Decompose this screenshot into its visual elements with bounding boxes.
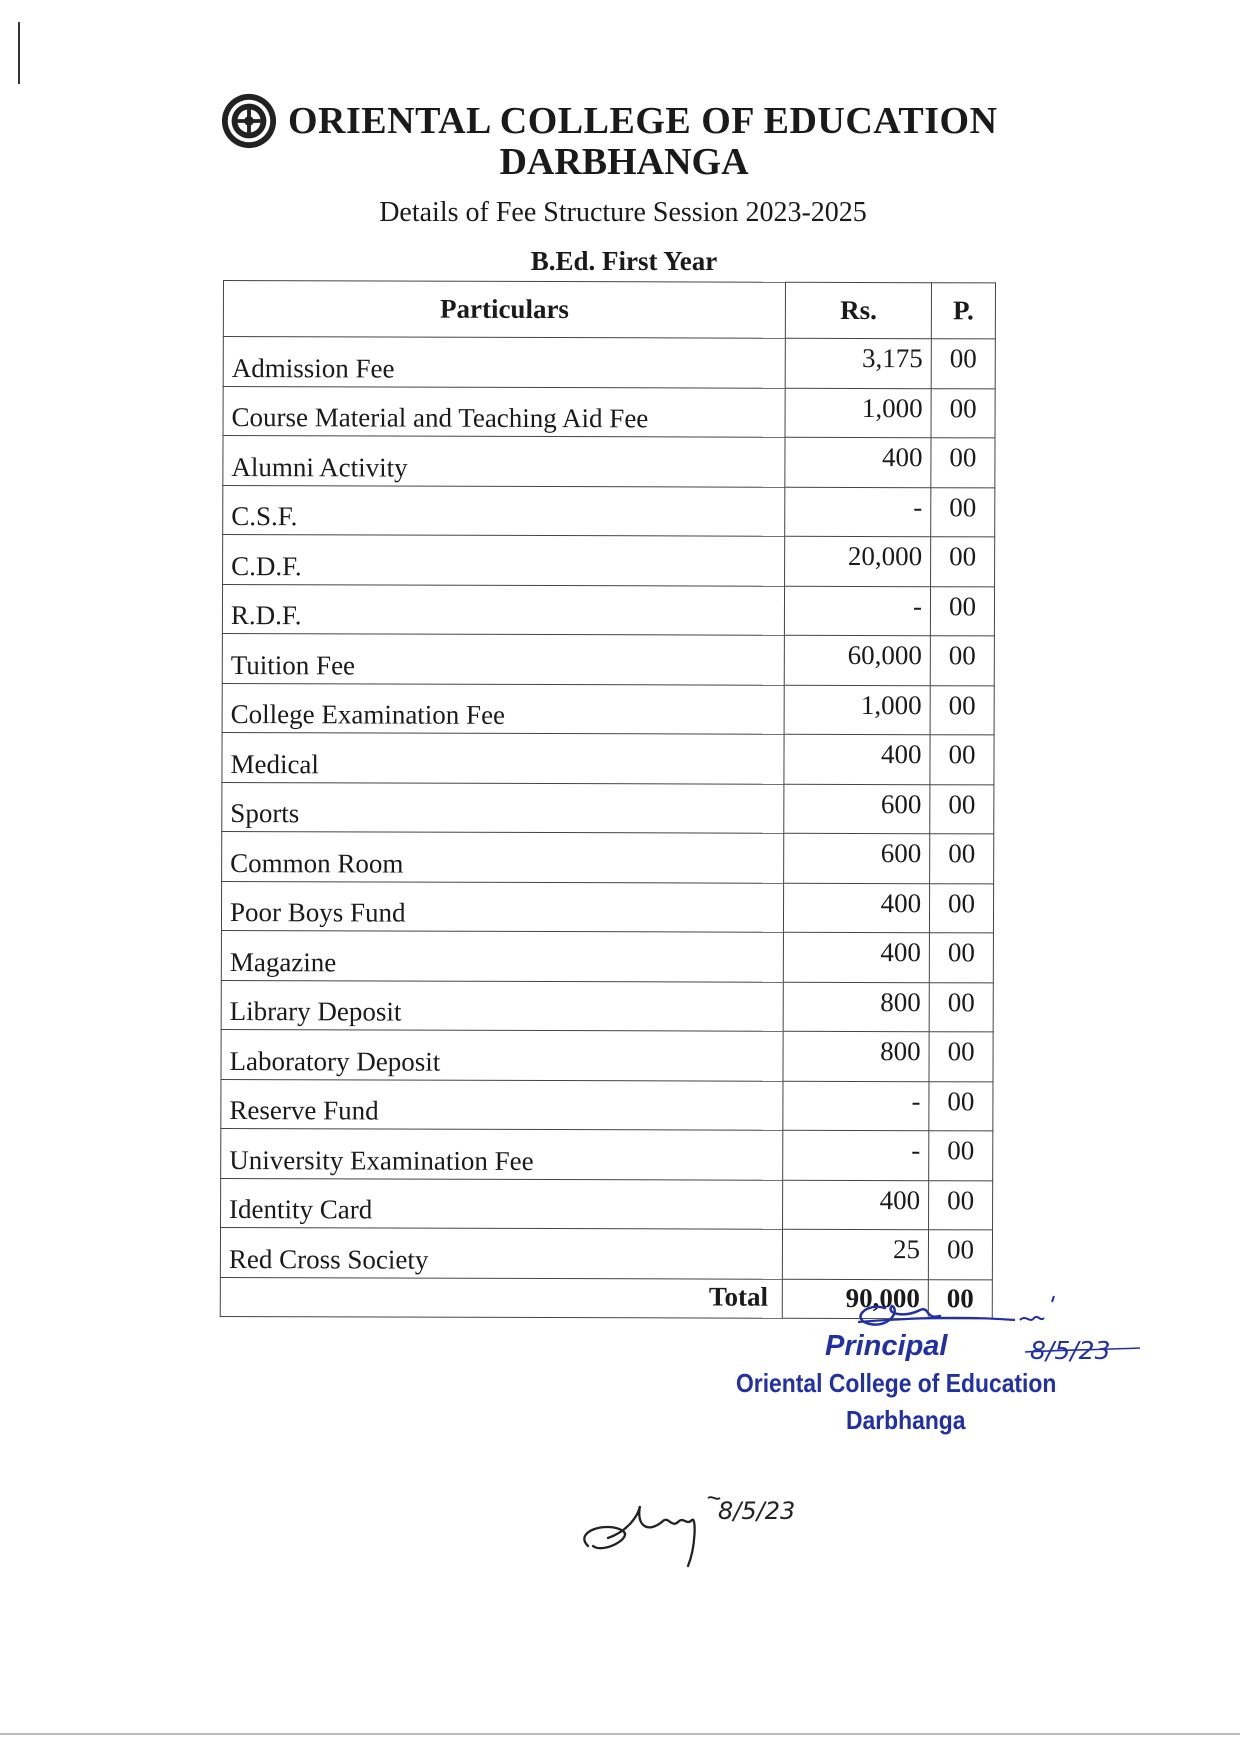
fee-particular: Tuition Fee	[222, 633, 784, 684]
fee-particular: Common Room	[222, 831, 784, 882]
fee-amount-rupees: 3,175	[785, 338, 931, 388]
fee-amount-paise: 00	[929, 933, 993, 983]
table-row	[221, 1178, 993, 1230]
column-header-paise: P.	[931, 283, 995, 339]
fee-amount-paise: 00	[928, 1230, 992, 1280]
fee-amount-paise: 00	[929, 1131, 993, 1181]
fee-amount-paise: 00	[930, 784, 994, 834]
fee-amount-rupees: 400	[784, 883, 930, 933]
fee-amount-paise: 00	[929, 1032, 993, 1082]
fee-amount-paise: 00	[931, 438, 995, 488]
fee-amount-paise: 00	[929, 982, 993, 1032]
table-row	[221, 1128, 993, 1180]
fee-particular: Sports	[222, 782, 784, 833]
table-row	[222, 831, 994, 883]
table-row	[220, 1227, 992, 1279]
fee-amount-rupees: 60,000	[784, 635, 930, 685]
scan-bottom-edge	[0, 1733, 1240, 1735]
fee-amount-rupees: 25	[783, 1229, 929, 1279]
fee-amount-rupees: 20,000	[785, 536, 931, 586]
fee-particular: Course Material and Teaching Aid Fee	[223, 386, 785, 437]
table-row	[222, 782, 994, 834]
fee-amount-rupees: 800	[783, 1031, 929, 1081]
table-row	[221, 1029, 993, 1081]
stamp-organization: Oriental College of Education	[736, 1368, 1057, 1398]
table-row	[222, 633, 994, 685]
fee-amount-rupees: 1,000	[785, 388, 931, 438]
column-header-particulars: Particulars	[223, 281, 785, 339]
fee-amount-paise: 00	[930, 636, 994, 686]
fee-amount-rupees: -	[783, 1130, 929, 1180]
college-name: ORIENTAL COLLEGE OF EDUCATION	[288, 100, 998, 142]
fee-particular: University Examination Fee	[221, 1128, 783, 1179]
table-header-row	[223, 281, 995, 339]
fee-amount-paise: 00	[929, 1180, 993, 1230]
fee-particular: Poor Boys Fund	[221, 881, 783, 932]
fee-particular: C.S.F.	[223, 485, 785, 536]
fee-particular: R.D.F.	[222, 584, 784, 635]
fee-amount-paise: 00	[931, 339, 995, 389]
table-row	[222, 584, 994, 636]
fee-particular: College Examination Fee	[222, 683, 784, 734]
session-title: Details of Fee Structure Session 2023-2025	[379, 197, 867, 228]
college-city: DARBHANGA	[499, 141, 749, 183]
fee-amount-paise: 00	[931, 537, 995, 587]
table-row	[223, 485, 995, 537]
total-label: Total	[220, 1277, 782, 1318]
fee-particular: Alumni Activity	[223, 436, 785, 487]
table-row	[223, 337, 995, 389]
fee-particular: Library Deposit	[221, 980, 783, 1031]
table-row	[221, 930, 993, 982]
fee-particular: Red Cross Society	[220, 1227, 782, 1278]
fee-amount-rupees: 1,000	[784, 685, 930, 735]
fee-amount-paise: 00	[929, 883, 993, 933]
fee-table	[220, 280, 996, 1319]
table-row	[221, 1079, 993, 1131]
stamp-role: Principal	[825, 1330, 948, 1362]
fee-amount-rupees: -	[785, 586, 931, 636]
stamp-city: Darbhanga	[846, 1405, 966, 1435]
fee-amount-paise: 00	[930, 834, 994, 884]
fee-particular: C.D.F.	[223, 535, 785, 586]
fee-particular: Laboratory Deposit	[221, 1029, 783, 1080]
fee-amount-rupees: 600	[784, 833, 930, 883]
fee-amount-paise: 00	[930, 735, 994, 785]
fee-amount-paise: 00	[931, 388, 995, 438]
fee-amount-paise: 00	[931, 487, 995, 537]
fee-amount-rupees: 400	[784, 734, 930, 784]
fee-table-body	[220, 337, 995, 1319]
program-title: B.Ed. First Year	[530, 246, 718, 276]
scan-margin-mark	[18, 22, 20, 84]
fee-particular: Identity Card	[221, 1178, 783, 1229]
second-signature-date: 8/5/23	[718, 1497, 796, 1525]
fee-amount-rupees: 400	[783, 932, 929, 982]
fee-amount-rupees: 400	[783, 1180, 929, 1230]
fee-particular: Reserve Fund	[221, 1079, 783, 1130]
table-row	[223, 535, 995, 587]
table-row	[223, 386, 995, 438]
table-row	[222, 683, 994, 735]
fee-particular: Medical	[222, 732, 784, 783]
fee-amount-paise: 00	[929, 1081, 993, 1131]
fee-amount-rupees: -	[783, 1081, 929, 1131]
fee-amount-paise: 00	[930, 685, 994, 735]
fee-amount-rupees: 800	[783, 982, 929, 1032]
fee-particular: Admission Fee	[223, 337, 785, 388]
total-rupees: 90,000	[782, 1279, 928, 1318]
fee-amount-rupees: -	[785, 487, 931, 537]
column-header-rupees: Rs.	[785, 282, 931, 338]
fee-amount-rupees: 400	[785, 437, 931, 487]
fee-amount-rupees: 600	[784, 784, 930, 834]
table-row	[223, 436, 995, 488]
second-signature	[568, 1476, 828, 1586]
table-row	[222, 732, 994, 784]
total-paise: 00	[928, 1279, 992, 1318]
principal-signature-date: 8/5/23	[1030, 1336, 1111, 1365]
fee-particular: Magazine	[221, 930, 783, 981]
fee-amount-paise: 00	[930, 586, 994, 636]
table-row	[221, 881, 993, 933]
table-row	[221, 980, 993, 1032]
